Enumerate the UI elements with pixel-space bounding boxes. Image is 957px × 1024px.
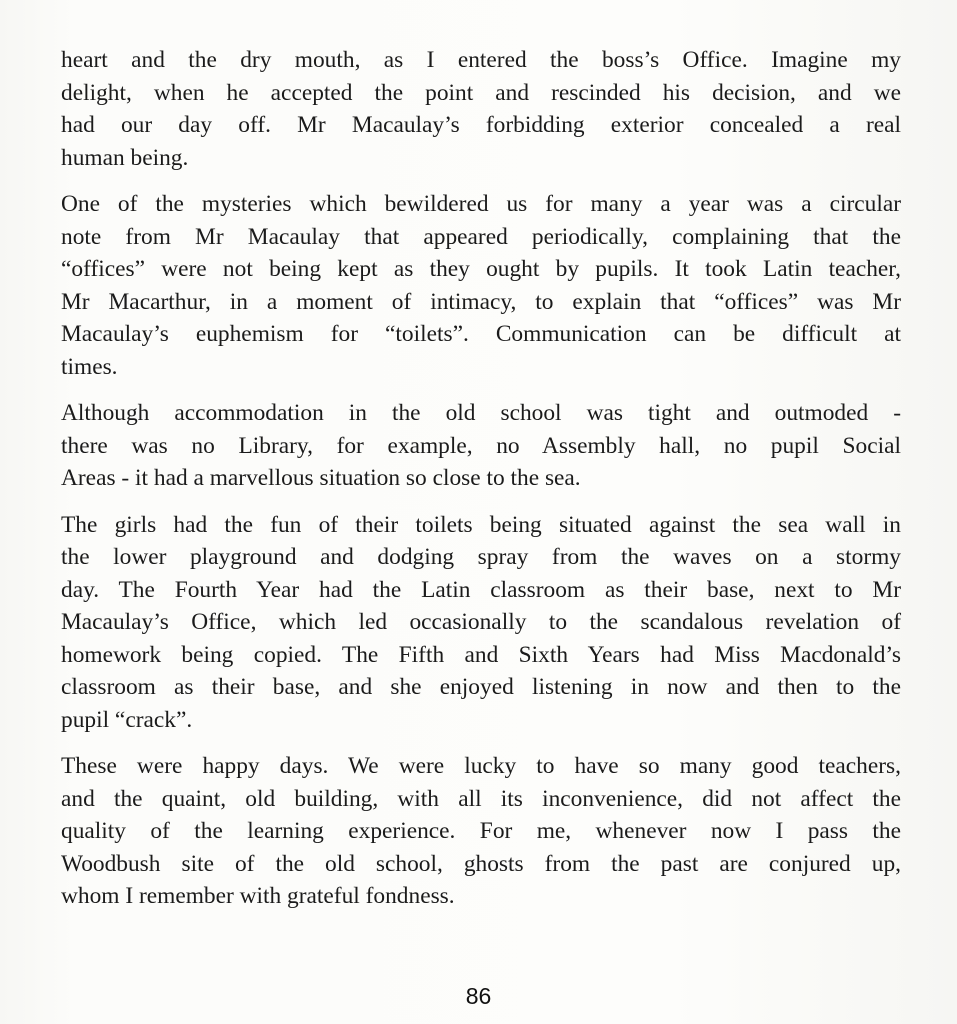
text-line: the lower playground and dodging spray from the waves on a stormy (61, 544, 901, 570)
text-line: One of the mysteries which bewildered us for many a year was a circular (61, 191, 901, 217)
text-line: there was no Library, for example, no Assembly hall, no pupil Social (61, 432, 901, 459)
text-line: Mr Macarthur, in a moment of intimacy, to explain that “offices” was Mr (61, 288, 901, 315)
page-number: 86 (465, 983, 492, 1009)
text-line: pupil “crack”. (61, 706, 193, 733)
text-line: day. The Fourth Year had the Latin classroom as their base, next to Mr (61, 576, 901, 603)
text-line: human being. (61, 144, 189, 171)
paragraph (61, 509, 901, 737)
paragraph (61, 750, 901, 913)
body-text (61, 44, 901, 927)
text-line: note from Mr Macaulay that appeared periodically, complaining that the (61, 223, 901, 250)
text-line: classroom as their base, and she enjoyed listening in now and then to the (61, 674, 901, 700)
text-line: quality of the learning experience. For me, whenever now I pass the (61, 818, 901, 844)
text-line: heart and the dry mouth, as I entered the boss’s Office. Imagine my (61, 47, 901, 73)
text-line: times. (61, 353, 118, 380)
text-line: delight, when he accepted the point and rescinded his decision, and we (61, 79, 901, 106)
text-line: homework being copied. The Fifth and Sixth Years had Miss Macdonald’s (61, 641, 901, 668)
text-line: The girls had the fun of their toilets being situated against the sea wall in (61, 511, 901, 538)
text-line: Woodbush site of the old school, ghosts from the past are conjured up, (61, 850, 901, 877)
text-line: and the quaint, old building, with all its inconvenience, did not affect the (61, 785, 901, 812)
text-line: Although accommodation in the old school was tight and outmoded - (61, 400, 901, 426)
text-line: These were happy days. We were lucky to have so many good teachers, (61, 753, 901, 779)
text-line: Areas - it had a marvellous situation so close to the sea. (61, 465, 581, 491)
paragraph (61, 397, 901, 495)
text-line: Macaulay’s euphemism for “toilets”. Communication can be difficult at (61, 321, 901, 347)
text-line: Macaulay’s Office, which led occasionally to the scandalous revelation of (61, 609, 901, 635)
paragraph (61, 188, 901, 383)
paragraph (61, 44, 901, 174)
text-line: had our day off. Mr Macaulay’s forbidding exterior concealed a real (61, 112, 901, 138)
text-line: “offices” were not being kept as they ought by pupils. It took Latin teacher, (61, 256, 901, 282)
text-line: whom I remember with grateful fondness. (61, 883, 455, 909)
